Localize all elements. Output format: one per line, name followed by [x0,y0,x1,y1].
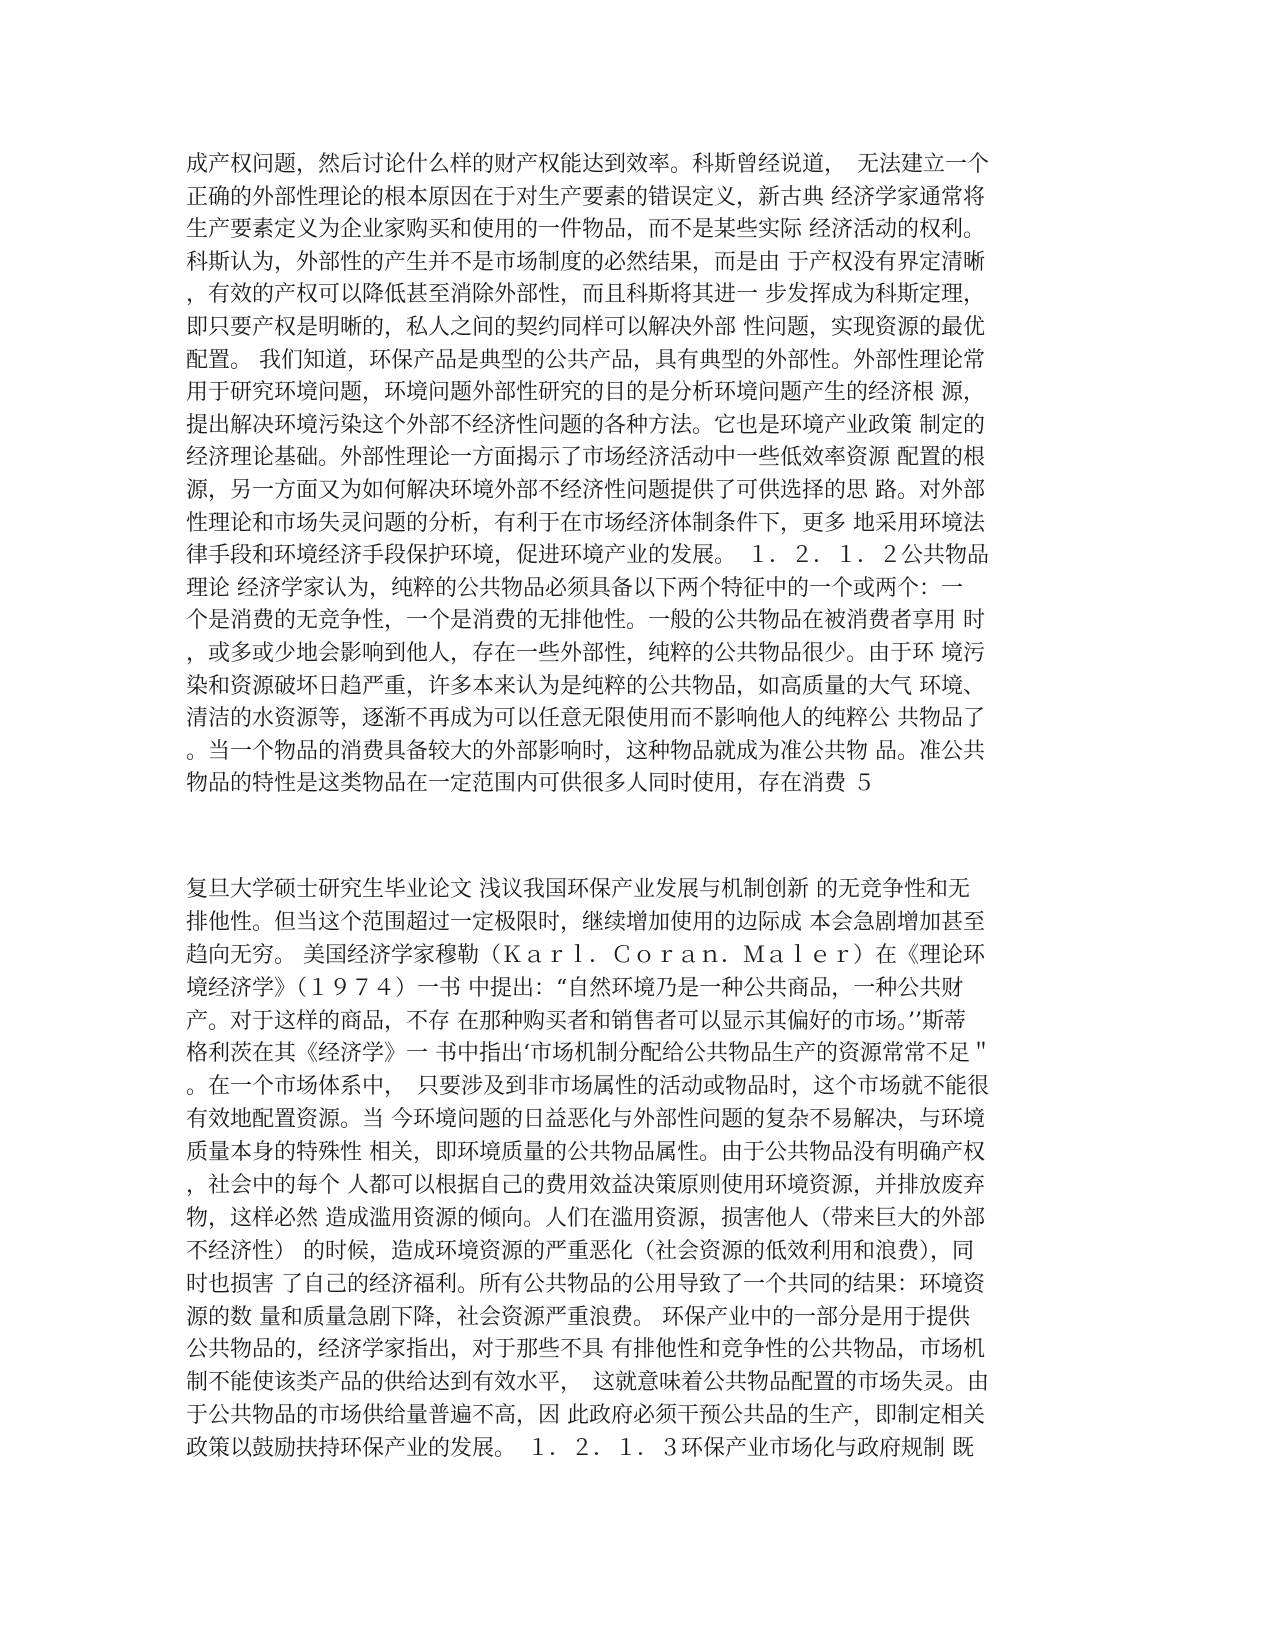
text-line: 质量本身的特殊性 相关，即环境质量的公共物品属性。由于公共物品没有明确产权 [186,1140,985,1166]
text-line: 清洁的水资源等，逐渐不再成为可以任意无限使用而不影响他人的纯粹公 共物品了 [186,706,985,732]
text-line: 物品的特性是这类物品在一定范围内可供很多人同时使用，存在消费 ５ [186,771,875,797]
text-line: ，社会中的每个 人都可以根据自己的费用效益决策原则使用环境资源，并排放废弃 [186,1173,985,1199]
text-line: 源，另一方面又为如何解决环境外部不经济性问题提供了可供选择的思 路。对外部 [186,477,985,503]
text-line: 物，这样必然 造成滥用资源的倾向。人们在滥用资源，损害他人（带来巨大的外部 [186,1205,985,1231]
text-line: 不经济性） 的时候，造成环境资源的严重恶化（社会资源的低效利用和浪费），同 [186,1238,974,1264]
text-line: 经济理论基础。外部性理论一方面揭示了市场经济活动中一些低效率资源 配置的根 [186,445,985,471]
text-line: 趋向无穷。 美国经济学家穆勒（Ｋａｒｌ．Ｃｏｒａｎ．Ｍａｌｅｒ）在《理论环 [186,942,985,968]
text-line: 。当一个物品的消费具备较大的外部影响时，这种物品就成为准公共物 品。准公共 [186,738,985,764]
text-line: 时也损害 了自己的经济福利。所有公共物品的公用导致了一个共同的结果：环境资 [186,1271,985,1297]
text-line: 排他性。但当这个范围超过一定极限时，继续增加使用的边际成 本会急剧增加甚至 [186,909,985,935]
text-line: 理论 经济学家认为，纯粹的公共物品必须具备以下两个特征中的一个或两个：一 [186,575,963,601]
text-line: 染和资源破坏日趋严重，许多本来认为是纯粹的公共物品，如高质量的大气 环境、 [186,673,985,699]
text-line: 。在一个市场体系中， 只要涉及到非市场属性的活动或物品时，这个市场就不能很 [186,1074,990,1100]
text-line: 产。对于这样的商品，不存 在那种购买者和销售者可以显示其偏好的市场。’’斯蒂 [186,1008,966,1034]
text-line: 个是消费的无竞争性，一个是消费的无排他性。一般的公共物品在被消费者享用 时 [186,608,985,634]
text-line: 配置。 我们知道，环保产品是典型的公共产品，具有典型的外部性。外部性理论常 [186,347,985,373]
text-line: 生产要素定义为企业家购买和使用的一件物品，而不是某些实际 经济活动的权利。 [186,217,985,243]
text-line: ，有效的产权可以降低甚至消除外部性，而且科斯将其进一 步发挥成为科斯定理， [186,282,985,308]
text-line: ，或多或少地会影响到他人，存在一些外部性，纯粹的公共物品很少。由于环 境污 [186,640,985,666]
text-line: 律手段和环境经济手段保护环境，促进环境产业的发展。 １．２．１．２公共物品 [186,543,990,569]
text-line: 提出解决环境污染这个外部不经济性问题的各种方法。它也是环境产业政策 制定的 [186,412,985,438]
text-line: 格利茨在其《经济学》一 书中指出‘市场机制分配给公共物品生产的资源常常不足＂ [186,1041,992,1067]
text-line: 用于研究环境问题，环境问题外部性研究的目的是分析环境问题产生的经济根 源， [186,380,985,406]
text-line: 政策以鼓励扶持环保产业的发展。 １．２．１．３环保产业市场化与政府规制 既 [186,1436,974,1462]
text-line: 源的数 量和质量急剧下降，社会资源严重浪费。 环保产业中的一部分是用于提供 [186,1304,970,1330]
text-line: 于公共物品的市场供给量普遍不高，因 此政府必须干预公共品的生产，即制定相关 [186,1403,985,1429]
text-line: 公共物品的，经济学家指出，对于那些不具 有排他性和竞争性的公共物品，市场机 [186,1337,985,1363]
text-line: 科斯认为，外部性的产生并不是市场制度的必然结果，而是由 于产权没有界定清晰 [186,249,985,275]
text-line: 复旦大学硕士研究生毕业论文 浅议我国环保产业发展与机制创新 的无竞争性和无 [186,877,970,902]
text-line: 有效地配置资源。当 今环境问题的日益恶化与外部性问题的复杂不易解决，与环境 [186,1107,985,1133]
text-line: 正确的外部性理论的根本原因在于对生产要素的错误定义，新古典 经济学家通常将 [186,184,985,210]
text-line: 境经济学》（１９７４）一书 中提出：“自然环境乃是一种公共商品，一种公共财 [186,975,964,1001]
text-block-bottom [186,874,1086,1466]
text-line: 制不能使该类产品的供给达到有效水平， 这就意味着公共物品配置的市场失灵。由 [186,1370,990,1396]
text-line: 即只要产权是明晰的，私人之间的契约同样可以解决外部 性问题，实现资源的最优 [186,314,985,340]
text-line: 性理论和市场失灵问题的分析，有利于在市场经济体制条件下，更多 地采用环境法 [186,510,985,536]
text-block-top [186,149,1086,801]
text-line: 成产权问题，然后讨论什么样的财产权能达到效率。科斯曾经说道， 无法建立一个 [186,152,990,177]
